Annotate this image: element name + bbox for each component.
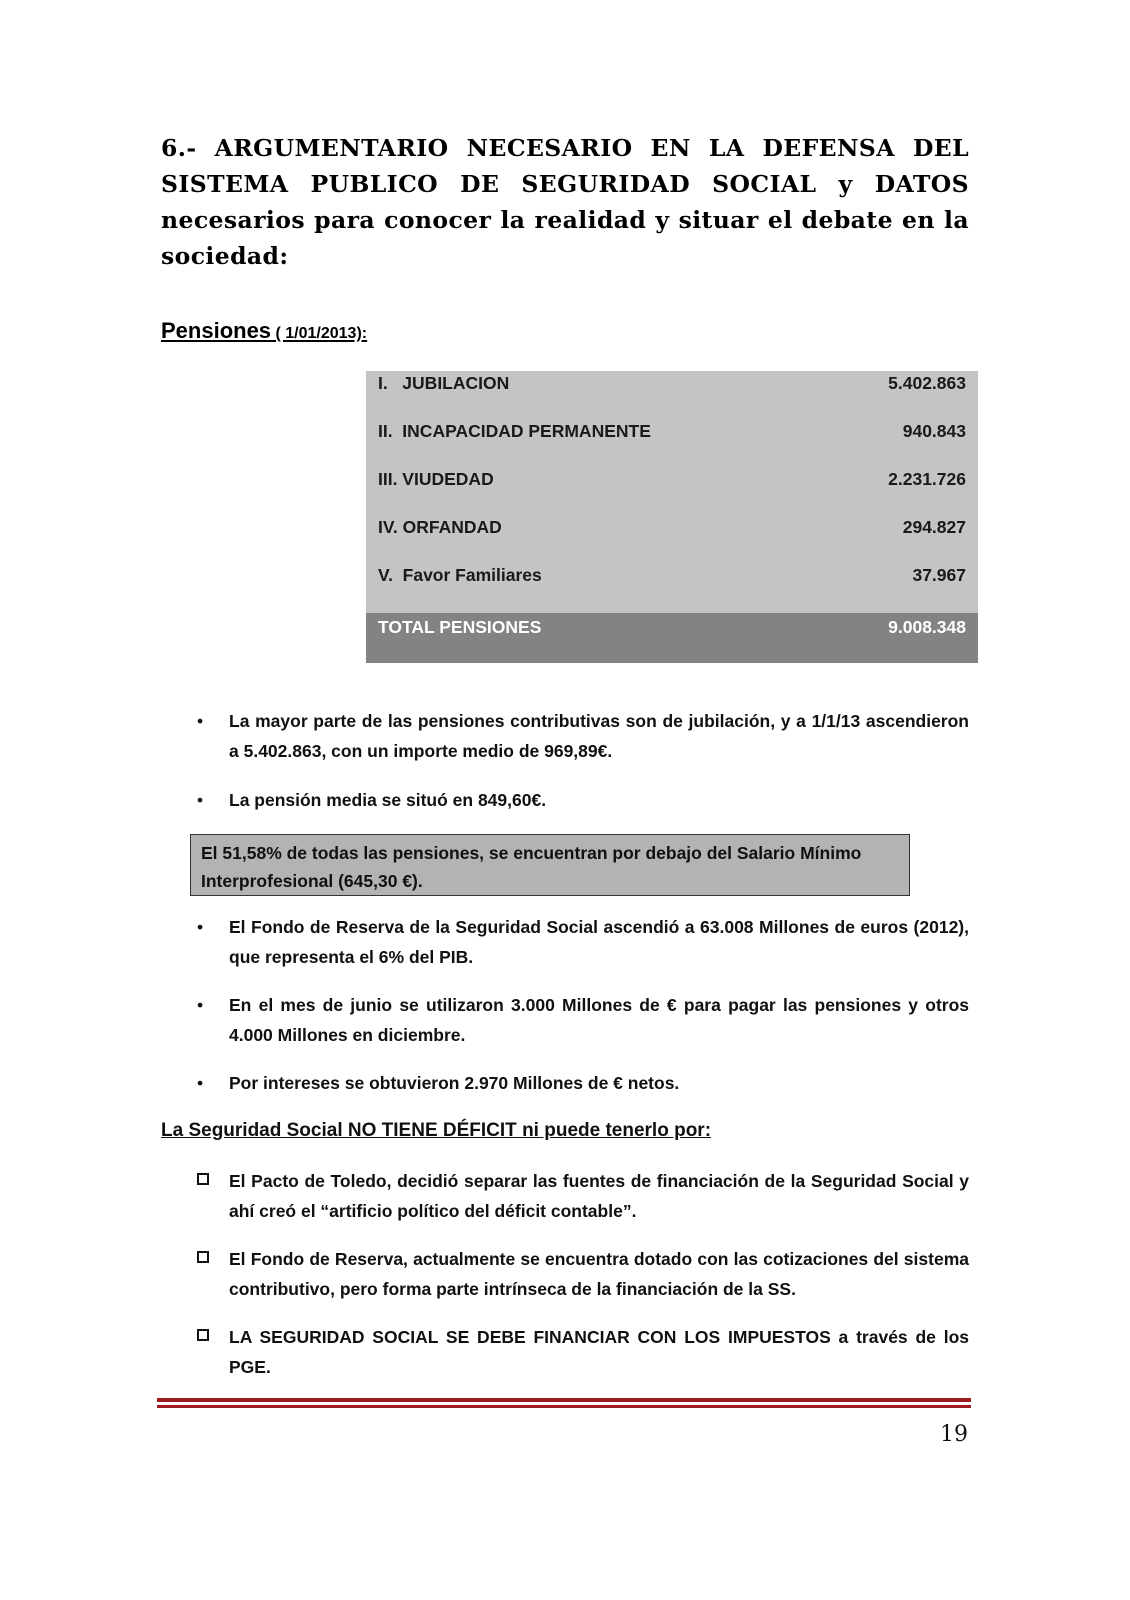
checklist-item-text: LA SEGURIDAD SOCIAL SE DEBE FINANCIAR CON LOS IMPUESTOS a través de los PGE. <box>229 1327 969 1377</box>
pensions-row <box>366 371 978 419</box>
pensions-total-row <box>366 613 978 663</box>
checkbox-icon <box>197 1329 209 1341</box>
section-title: 6.- ARGUMENTARIO NECESARIO EN LA DEFENSA DEL SISTEMA PUBLICO DE SEGURIDAD SOCIAL y DATOS necesarios para conocer la realidad y situar el debate en la sociedad: <box>161 134 969 270</box>
pensions-row <box>366 563 978 611</box>
highlight-box: El 51,58% de todas las pensiones, se encuentran por debajo del Salario Mínimo Interprofesional (645,30 €). <box>190 834 910 896</box>
checklist-item-text: El Pacto de Toledo, decidió separar las fuentes de financiación de la Seguridad Social y ahí creó el “artificio político del déficit contable”. <box>229 1171 969 1221</box>
checklist-item <box>229 1322 969 1382</box>
ss-heading-part2: NO TIENE DÉFICIT <box>347 1120 517 1141</box>
checklist-item <box>229 1166 969 1226</box>
pensions-heading-date: ( 1/01/2013): <box>271 325 368 342</box>
pensions-table <box>366 371 978 663</box>
pensions-row-value: 294.827 <box>902 517 966 537</box>
pensions-row-label: III. VIUDEDAD <box>378 469 494 489</box>
pensions-row-label: V. Favor Familiares <box>378 565 542 585</box>
page-number: 19 <box>940 1422 968 1447</box>
social-security-heading <box>161 1120 711 1142</box>
pensions-row-value: 5.402.863 <box>888 373 966 393</box>
bullet-item: • La mayor parte de las pensiones contributivas son de jubilación, y a 1/1/13 ascendieron a 5.402.863, con un importe medio de 969,89€. <box>229 706 969 766</box>
pensions-row-label: I. JUBILACION <box>378 373 510 393</box>
pensions-row-value: 2.231.726 <box>888 469 966 489</box>
checklist-item-text: El Fondo de Reserva, actualmente se encuentra dotado con las cotizaciones del sistema contributivo, pero forma parte intrínseca de la financiación de la SS. <box>229 1249 969 1299</box>
footer-rule-top <box>157 1398 971 1402</box>
bullet-item: • Por intereses se obtuvieron 2.970 Millones de € netos. <box>229 1068 969 1098</box>
pensions-row-label: II. INCAPACIDAD PERMANENTE <box>378 421 651 441</box>
pensions-row-label: IV. ORFANDAD <box>378 517 502 537</box>
ss-heading-part1: La Seguridad Social <box>161 1120 348 1141</box>
pensions-row <box>366 467 978 515</box>
checkbox-icon <box>197 1173 209 1185</box>
bullet-item: • El Fondo de Reserva de la Seguridad Social ascendió a 63.008 Millones de euros (2012), que representa el 6% del PIB. <box>229 912 969 972</box>
checklist-item <box>229 1244 969 1304</box>
pensions-row-value: 940.843 <box>902 421 966 441</box>
pensions-heading <box>161 318 367 344</box>
bullet-item: • La pensión media se situó en 849,60€. <box>229 785 969 815</box>
pensions-total-value: 9.008.348 <box>888 617 966 637</box>
pensions-total-label: TOTAL PENSIONES <box>378 617 542 637</box>
footer-rule-bottom <box>157 1405 971 1408</box>
pensions-row <box>366 515 978 563</box>
pensions-row-value: 37.967 <box>912 565 966 585</box>
pensions-row <box>366 419 978 467</box>
pensions-heading-label: Pensiones <box>161 318 272 343</box>
bullet-item: • En el mes de junio se utilizaron 3.000 Millones de € para pagar las pensiones y otros 4.000 Millones en diciembre. <box>229 990 969 1050</box>
checkbox-icon <box>197 1251 209 1263</box>
ss-heading-part3: ni puede tenerlo por: <box>516 1120 712 1141</box>
